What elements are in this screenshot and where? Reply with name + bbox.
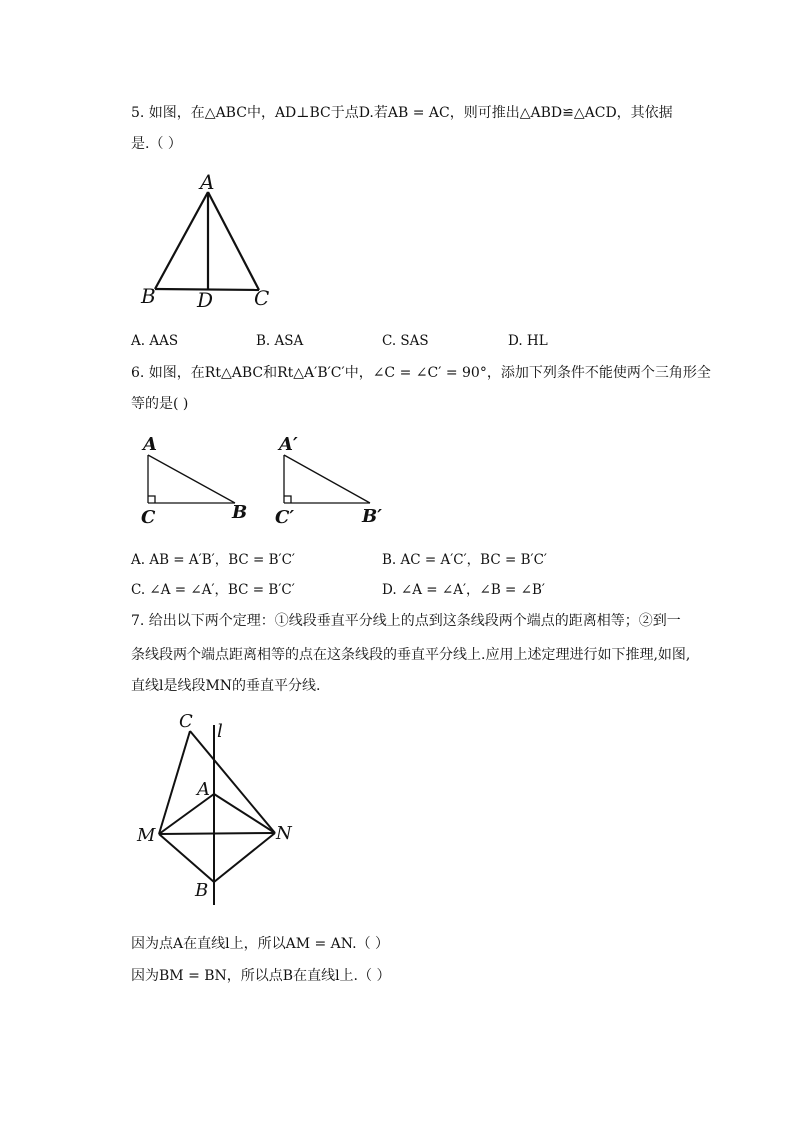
q6-label-a-prime: A′ [279,434,298,455]
q7-label-n: N [276,823,292,844]
q5-text-line2: 是.（ ） [131,136,182,152]
q7-text-line2: 条线段两个端点距离相等的点在这条线段的垂直平分线上.应用上述定理进行如下推理,如图, [131,647,691,663]
q5-figure-triangle-abc [135,170,285,315]
q6-figure-triangles [135,430,395,530]
q6-label-b: B [232,502,248,523]
q7-statement-2: 因为BM = BN，所以点B在直线l上.（ ） [131,968,391,984]
q7-label-m: M [137,825,156,846]
q6-label-c-prime: C′ [275,507,295,528]
q5-option-b: B. ASA [256,333,304,349]
q6-option-d: D. ∠A = ∠A′，∠B = ∠B′ [382,582,545,598]
q7-figure-perpendicular-bisector [130,710,310,910]
q6-option-a: A. AB = A′B′，BC = B′C′ [131,552,295,568]
q6-option-c: C. ∠A = ∠A′，BC = B′C′ [131,582,295,598]
q7-text-line1: 7. 给出以下两个定理：①线段垂直平分线上的点到这条线段两个端点的距离相等；②到一 [131,613,681,629]
q7-label-l: l [217,721,223,742]
q5-label-b: B [141,284,156,308]
q7-text-line3: 直线l是线段MN的垂直平分线. [131,678,321,694]
q5-text-line1: 5. 如图，在△ABC中，AD⊥BC于点D.若AB = AC，则可推出△ABD≌△ACD，其依据 [131,105,673,121]
q6-label-c: C [141,507,156,528]
q7-label-a: A [197,779,210,800]
q7-statement-1: 因为点A在直线l上，所以AM = AN.（ ） [131,936,390,952]
q6-text-line1: 6. 如图，在Rt△ABC和Rt△A′B′C′中，∠C = ∠C′ = 90°，添加下列条件不能使两个三角形全 [131,365,711,381]
q5-option-a: A. AAS [131,333,179,349]
q5-label-d: D [197,288,214,312]
q5-label-c: C [254,286,270,310]
q5-option-d: D. HL [508,333,548,349]
q7-label-b: B [195,880,209,901]
q6-text-line2: 等的是( ) [131,396,189,412]
q6-option-b: B. AC = A′C′，BC = B′C′ [382,552,547,568]
q6-label-b-prime: B′ [362,506,382,527]
q6-label-a: A [143,434,157,455]
q5-label-a: A [200,170,215,194]
q7-label-c: C [179,711,193,732]
q5-option-c: C. SAS [382,333,429,349]
